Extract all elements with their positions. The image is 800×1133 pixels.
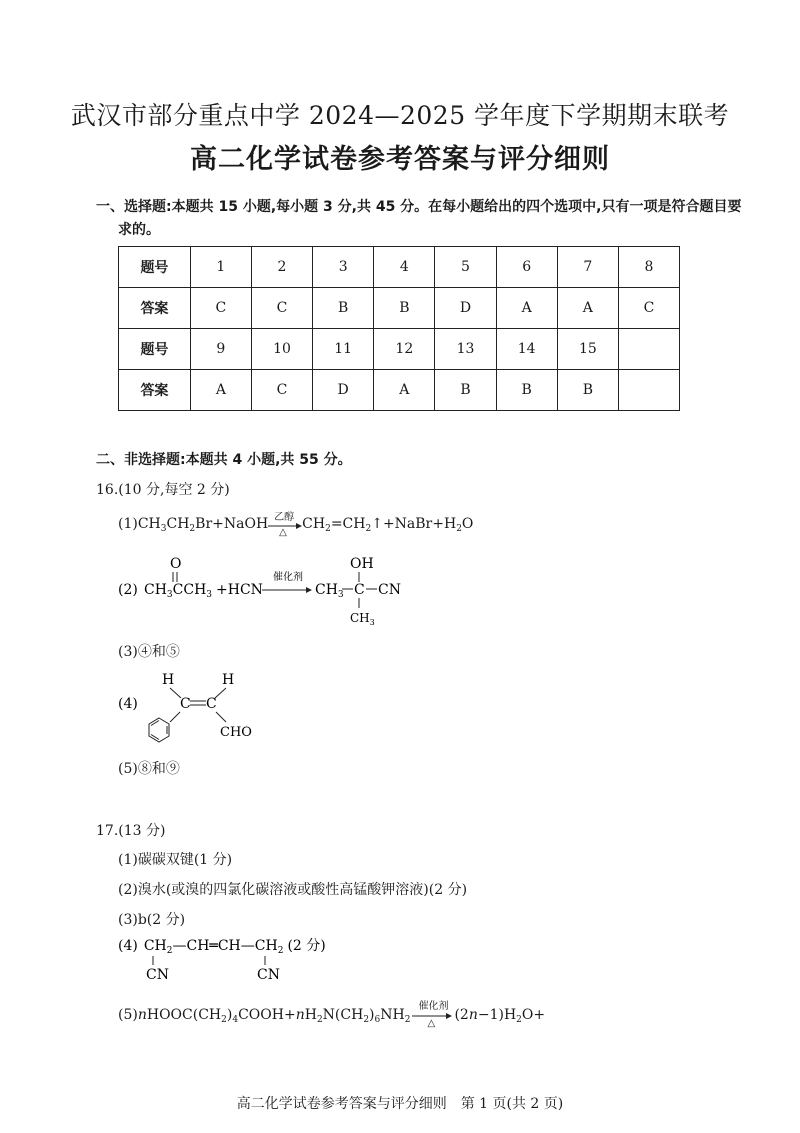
- q16-part3: (3)④和⑤: [118, 644, 180, 660]
- arrow-condition-top: 催化剂: [273, 572, 303, 583]
- eq-text: (5): [118, 1007, 138, 1023]
- table-row: [119, 370, 680, 411]
- answer-cell: D: [313, 370, 374, 411]
- part-label: (2): [118, 582, 138, 598]
- table-row: [119, 247, 680, 288]
- question-number: 12: [374, 329, 435, 370]
- part-label: (4): [118, 696, 138, 712]
- eq-text: CH: [166, 516, 190, 532]
- prod-methyl-bottom: $CH_3$: [350, 611, 375, 627]
- carbon-atom: C: [180, 696, 191, 712]
- q16-part4-structure: [110, 668, 290, 748]
- eq-subscript: 6: [374, 1015, 381, 1025]
- question-number-label: 题号: [119, 329, 191, 370]
- question-number: 11: [313, 329, 374, 370]
- q17-part3: (3)b(2 分): [118, 912, 186, 928]
- arrow-condition-top: 乙醇: [274, 512, 295, 523]
- answer-cell: [618, 370, 679, 411]
- answer-cell: C: [190, 288, 251, 329]
- answer-cell: A: [557, 288, 618, 329]
- eq-variable: n: [137, 1007, 147, 1023]
- nitrile-group: CN: [378, 582, 401, 598]
- answer-cell: A: [374, 370, 435, 411]
- question-number: 15: [557, 329, 618, 370]
- table-row: [119, 288, 680, 329]
- aldehyde-group: CHO: [220, 725, 252, 740]
- answer-cell: D: [435, 288, 496, 329]
- q17-header: 17.(13 分): [96, 823, 166, 839]
- eq-subscript: 4: [232, 1015, 239, 1025]
- reaction-arrow: [268, 512, 302, 538]
- answer-table: [118, 246, 680, 411]
- q16-part5: (5)⑧和⑨: [118, 761, 180, 777]
- arrow-condition-bottom: △: [279, 527, 287, 538]
- answer-cell: C: [251, 370, 312, 411]
- q16-part1-equation: [118, 512, 474, 538]
- question-number: 6: [496, 247, 557, 288]
- nitrile-group: CN: [257, 967, 280, 983]
- eq-text: +NaBr+H: [382, 516, 457, 532]
- answer-cell: B: [374, 288, 435, 329]
- answer-label: 答案: [119, 288, 191, 329]
- q17-part5-equation: [118, 1001, 546, 1029]
- exam-title: 武汉市部分重点中学 2024—2025 学年度下学期期末联考: [70, 101, 730, 130]
- hydrogen-atom: H: [162, 672, 175, 688]
- eq-text: O+: [521, 1007, 546, 1023]
- table-row: [119, 329, 680, 370]
- q16-header: 16.(10 分,每空 2 分): [96, 482, 230, 498]
- question-number: 5: [435, 247, 496, 288]
- eq-text: COOH+: [238, 1007, 296, 1023]
- question-number: 10: [251, 329, 312, 370]
- answer-cell: B: [557, 370, 618, 411]
- eq-text: CH: [302, 516, 326, 532]
- answer-key-title: 高二化学试卷参考答案与评分细则: [190, 144, 610, 175]
- eq-variable: n: [295, 1007, 305, 1023]
- structure-formula: (4) $CH_2—CH═CH—CH_2$ (2 分): [118, 938, 326, 956]
- question-number: 13: [435, 329, 496, 370]
- section1-instruction-line1: 一、选择题:本题共 15 小题,每小题 3 分,共 45 分。在每小题给出的四个选项中,只有一项是符合题目要: [96, 199, 742, 215]
- eq-subscript: 2: [404, 1015, 411, 1025]
- arrow-condition-top: 催化剂: [418, 1001, 449, 1012]
- section1-instruction-line2: 求的。: [118, 222, 160, 238]
- reaction-arrow: [412, 1001, 452, 1029]
- section2-heading: 二、非选择题:本题共 4 小题,共 55 分。: [96, 452, 352, 468]
- benzene-ring-icon: [149, 718, 169, 742]
- eq-subscript: 2: [189, 524, 196, 534]
- eq-subscript: 2: [316, 1015, 323, 1025]
- eq-text: H: [304, 1007, 317, 1023]
- prod-methyl-left: $CH_3$: [315, 582, 344, 600]
- eq-subscript: 3: [160, 524, 167, 534]
- eq-text: (1)CH: [118, 516, 161, 532]
- q16-part2-structure: [110, 550, 430, 630]
- eq-subscript: 2: [516, 1015, 522, 1025]
- eq-text: −1)H: [477, 1007, 517, 1023]
- question-number: 8: [618, 247, 679, 288]
- answer-cell: A: [496, 288, 557, 329]
- eq-text: O: [461, 516, 474, 532]
- hydrogen-atom: H: [222, 672, 235, 688]
- q17-part1: (1)碳碳双键(1 分): [118, 852, 233, 868]
- q17-part4-structure: [110, 932, 370, 984]
- eq-text: =CH: [330, 516, 366, 532]
- question-number: 7: [557, 247, 618, 288]
- question-number: 9: [190, 329, 251, 370]
- carbon-atom: C: [206, 696, 217, 712]
- answer-cell: B: [313, 288, 374, 329]
- answer-cell: B: [496, 370, 557, 411]
- page-footer: 高二化学试卷参考答案与评分细则 第 1 页(共 2 页): [236, 1096, 564, 1112]
- question-number: [618, 329, 679, 370]
- answer-cell: A: [190, 370, 251, 411]
- answer-cell: C: [618, 288, 679, 329]
- question-number: 14: [496, 329, 557, 370]
- eq-text: N(CH: [322, 1007, 364, 1023]
- eq-subscript: 2: [456, 524, 462, 534]
- central-carbon: C: [354, 582, 365, 598]
- nitrile-group: CN: [146, 967, 169, 983]
- ketone-formula: $CH_3CCH_3 +HCN$: [144, 582, 263, 600]
- eq-subscript: 2: [365, 524, 372, 534]
- oxygen-atom: O: [170, 556, 182, 572]
- question-number: 1: [190, 247, 251, 288]
- eq-subscript: 2: [325, 524, 331, 534]
- answer-label: 答案: [119, 370, 191, 411]
- eq-text: (2: [454, 1007, 469, 1023]
- arrow-condition-bottom: △: [427, 1018, 436, 1029]
- eq-variable: n: [468, 1007, 478, 1023]
- q17-part2: (2)溴水(或溴的四氯化碳溶液或酸性高锰酸钾溶液)(2 分): [118, 882, 468, 898]
- gas-arrow-icon: ↑: [371, 516, 383, 532]
- eq-subscript: 2: [221, 1015, 227, 1025]
- question-number: 2: [251, 247, 312, 288]
- eq-text: ): [226, 1007, 233, 1023]
- question-number-label: 题号: [119, 247, 191, 288]
- hydroxyl-group: OH: [350, 556, 374, 572]
- eq-text: Br+NaOH: [195, 516, 269, 532]
- eq-text: NH: [380, 1007, 405, 1023]
- eq-text: HOOC(CH: [146, 1007, 222, 1023]
- eq-subscript: 2: [363, 1015, 370, 1025]
- answer-cell: B: [435, 370, 496, 411]
- answer-cell: C: [251, 288, 312, 329]
- eq-text: ): [369, 1007, 375, 1023]
- question-number: 4: [374, 247, 435, 288]
- question-number: 3: [313, 247, 374, 288]
